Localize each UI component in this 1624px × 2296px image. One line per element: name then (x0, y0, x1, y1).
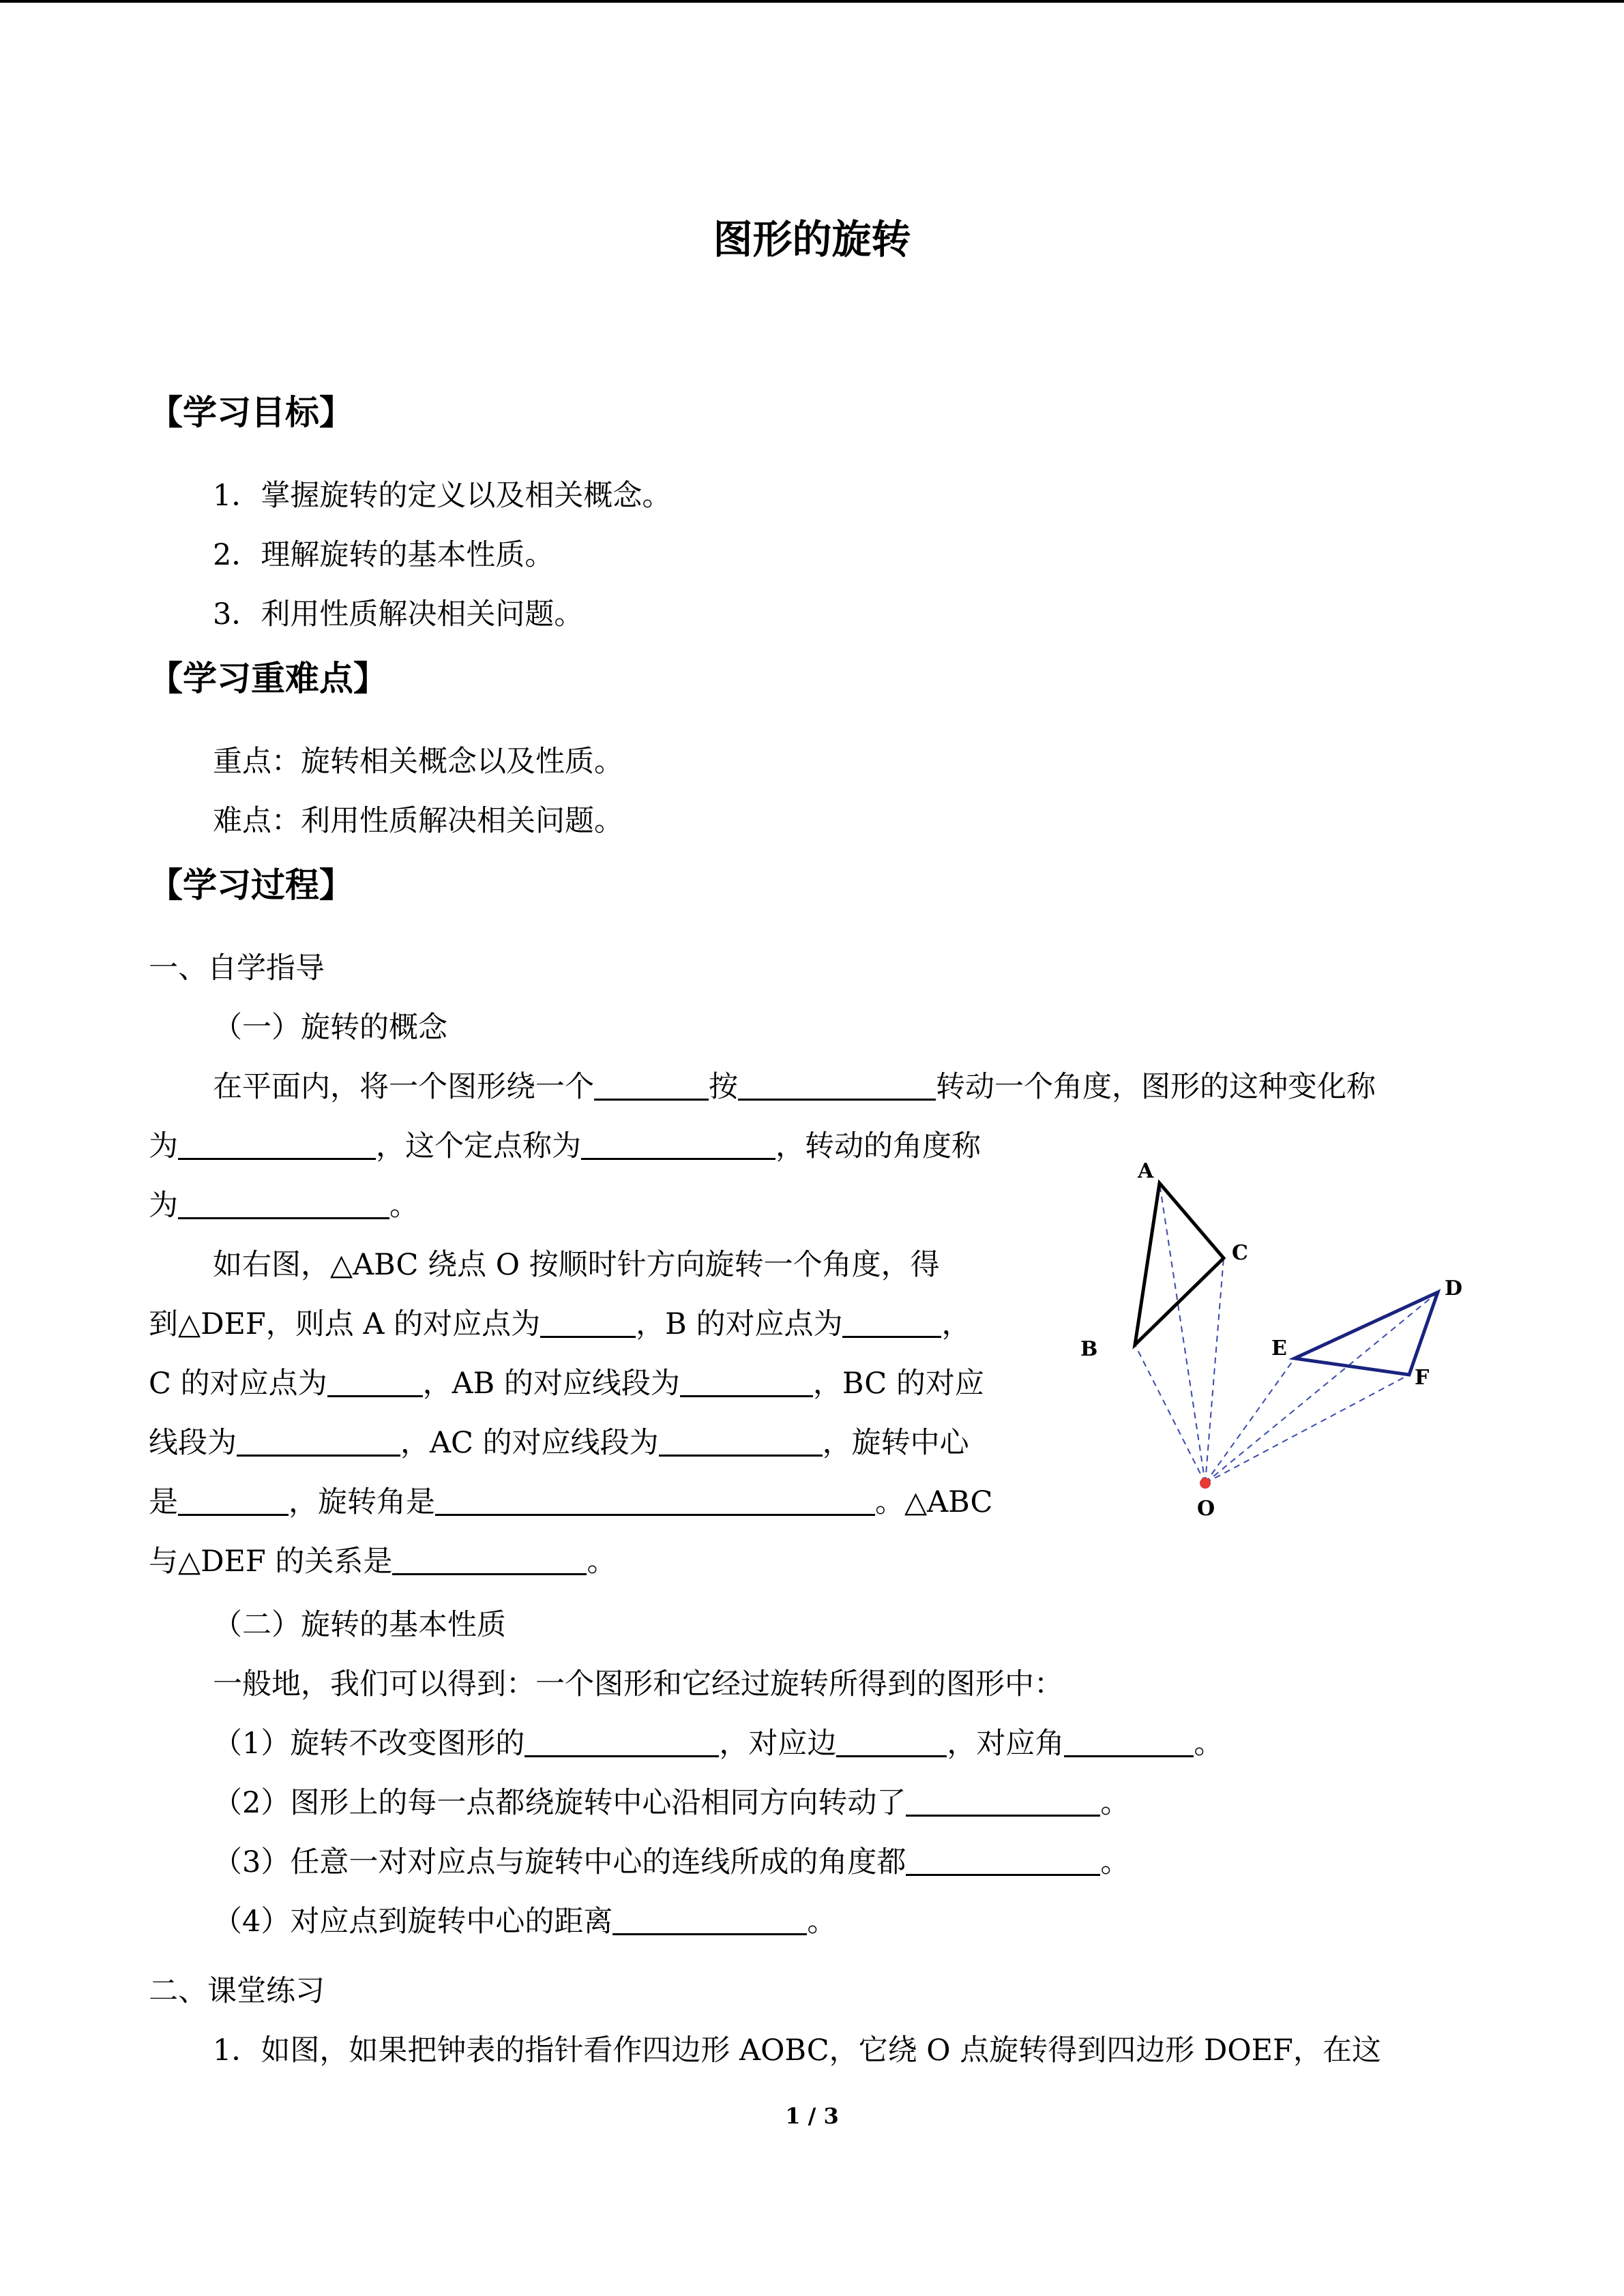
blank[interactable] (738, 1069, 936, 1101)
text: 转动一个角度，图形的这种变化称 (936, 1070, 1376, 1104)
question-line-1: 如右图，△ABC 绕点 O 按顺时针方向旋转一个角度，得 (213, 1248, 940, 1282)
text: （1）旋转不改变图形的 (213, 1727, 525, 1761)
dashed-connectors (1135, 1183, 1438, 1483)
key-point: 重点：旋转相关概念以及性质。 (213, 745, 623, 779)
text: ，转动的角度称 (776, 1129, 981, 1163)
label-o: O (1197, 1497, 1215, 1521)
text: 在平面内，将一个图形绕一个 (213, 1070, 594, 1104)
blank[interactable] (435, 1484, 875, 1516)
part1-heading: 一、自学指导 (149, 951, 325, 985)
goals-heading: 【学习目标】 (149, 393, 353, 432)
text: 。 (1100, 1786, 1130, 1820)
blank[interactable] (906, 1785, 1100, 1817)
text: 。 (1194, 1727, 1224, 1761)
properties-intro: 一般地，我们可以得到：一个图形和它经过旋转所得到的图形中： (213, 1667, 1063, 1701)
blank[interactable] (594, 1069, 709, 1101)
label-a: A (1138, 1159, 1154, 1183)
property-2 (213, 1783, 1130, 1823)
text: ， (941, 1307, 971, 1341)
text: 。△ABC (875, 1485, 993, 1519)
rotation-figure (1064, 1152, 1487, 1534)
label-e: E (1271, 1337, 1287, 1360)
text: 线段为 (149, 1426, 237, 1460)
text: 。 (389, 1189, 419, 1223)
text: ，对应角 (947, 1727, 1065, 1761)
blank[interactable] (842, 1306, 941, 1338)
text: ，这个定点称为 (376, 1129, 581, 1163)
text: 是 (149, 1485, 178, 1519)
blank[interactable] (1064, 1725, 1194, 1757)
property-3 (213, 1842, 1130, 1883)
dash-of (1205, 1375, 1409, 1483)
property-4 (213, 1901, 836, 1942)
blank[interactable] (392, 1543, 587, 1575)
blank[interactable] (836, 1725, 947, 1757)
goal-item-1: 1．掌握旋转的定义以及相关概念。 (213, 479, 672, 513)
text: C 的对应点为 (149, 1367, 327, 1401)
triangle-abc (1135, 1183, 1224, 1345)
triangle-def (1295, 1292, 1438, 1375)
blank[interactable] (178, 1484, 289, 1516)
top-rule (0, 0, 1624, 3)
label-f: F (1415, 1366, 1430, 1390)
text: 按 (709, 1070, 738, 1104)
page-number: 1 / 3 (785, 2103, 839, 2129)
text: 为 (149, 1189, 178, 1223)
text: ，AB 的对应线段为 (422, 1367, 680, 1401)
concept-line-2 (149, 1126, 981, 1167)
blank[interactable] (659, 1425, 823, 1457)
goal-item-3: 3．利用性质解决相关问题。 (213, 597, 584, 631)
text: 。 (807, 1905, 837, 1939)
text: ，对应边 (719, 1727, 837, 1761)
question-line-5 (149, 1482, 992, 1523)
concept-line-1 (213, 1067, 1376, 1107)
text: （4）对应点到旋转中心的距离 (213, 1905, 613, 1939)
goal-item-2: 2．理解旋转的基本性质。 (213, 538, 555, 572)
property-1 (213, 1723, 1223, 1764)
blank[interactable] (178, 1187, 389, 1219)
label-d: D (1445, 1277, 1463, 1300)
text: （3）任意一对对应点与旋转中心的连线所成的角度都 (213, 1845, 906, 1879)
blank[interactable] (612, 1903, 807, 1935)
text: 。 (1100, 1845, 1130, 1879)
label-b: B (1080, 1337, 1098, 1361)
sub-heading-properties: （二）旋转的基本性质 (213, 1608, 506, 1642)
question-line-4 (149, 1422, 969, 1463)
text: 到△DEF，则点 A 的对应点为 (149, 1307, 541, 1341)
blank[interactable] (540, 1306, 636, 1338)
text: 与△DEF 的关系是 (149, 1545, 393, 1579)
exercise-1: 1．如图，如果把钟表的指针看作四边形 AOBC，它绕 O 点旋转得到四边形 DOEF，在这 (213, 2033, 1381, 2068)
question-line-3 (149, 1363, 984, 1404)
text: ，旋转中心 (822, 1426, 969, 1460)
blank[interactable] (906, 1844, 1100, 1876)
text: 。 (587, 1545, 617, 1579)
process-heading: 【学习过程】 (149, 865, 353, 905)
blank[interactable] (525, 1725, 719, 1757)
sub-heading-concept: （一）旋转的概念 (213, 1011, 447, 1045)
text: ，BC 的对应 (812, 1367, 984, 1401)
rotation-center-point (1200, 1478, 1211, 1489)
text: ，旋转角是 (289, 1485, 435, 1519)
blank[interactable] (680, 1365, 813, 1397)
dash-od (1205, 1292, 1438, 1483)
difficult-point: 难点：利用性质解决相关问题。 (213, 804, 623, 838)
blank[interactable] (581, 1128, 776, 1160)
blank[interactable] (327, 1365, 423, 1397)
page-title: 图形的旋转 (713, 216, 911, 263)
question-line-2 (149, 1304, 971, 1345)
question-line-6 (149, 1541, 616, 1582)
dash-oc (1205, 1258, 1224, 1483)
part2-heading: 二、课堂练习 (149, 1974, 325, 2008)
key-heading: 【学习重难点】 (149, 659, 387, 698)
blank[interactable] (237, 1425, 400, 1457)
label-c: C (1232, 1241, 1248, 1265)
text: （2）图形上的每一点都绕旋转中心沿相同方向转动了 (213, 1786, 906, 1820)
text: ，AC 的对应线段为 (400, 1426, 659, 1460)
concept-line-3 (149, 1185, 419, 1226)
text: 为 (149, 1129, 178, 1163)
text: ，B 的对应点为 (636, 1307, 843, 1341)
blank[interactable] (178, 1128, 376, 1160)
